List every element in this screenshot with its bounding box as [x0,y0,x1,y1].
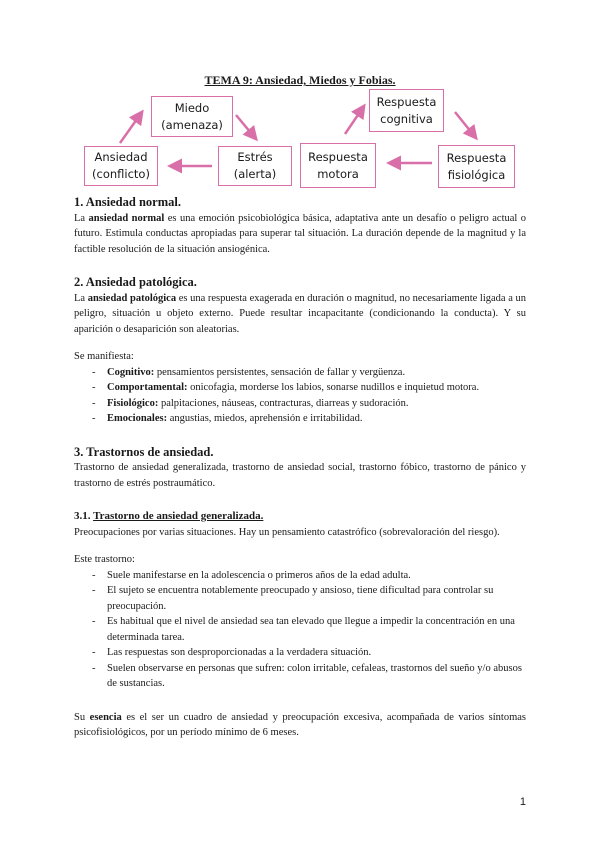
section-1-heading: 1. Ansiedad normal. [74,195,181,209]
box-ansiedad-line1: Ansiedad [94,150,148,164]
s31-title: Trastorno de ansiedad generalizada. [93,510,264,522]
section-2-list [74,365,526,427]
document-body [74,195,526,741]
list-item: - El sujeto se encuentra notablemente preocupado y ansioso, tiene dificultad para controlar su preocupación. [74,583,526,614]
s31-number: 3.1. [74,510,94,522]
box-fisiologica-line1: Respuesta [446,150,507,165]
s1-text-c: es una emoción psicobiológica básica, adaptativa ante un desafío o peligro actual o futuro. Estimula conductas apropiadas para superar tal situación. La duración depende de la magnitud y la factible resolución de la situación ansiogénica. [74,212,527,255]
box-estres-line1: Estrés [237,150,273,164]
s2-text-a: La [74,292,88,304]
section-3-1-list [74,568,526,692]
list-item [74,365,526,381]
box-miedo-line2: (amenaza) [161,117,223,132]
list-item: - Suele manifestarse en la adolescencia o primeros años de la edad adulta. [74,568,526,584]
section-3-heading: 3. Trastornos de ansiedad. [74,444,214,459]
item-text: angustias, miedos, aprehensión e irritabilidad. [167,413,363,424]
box-cognitiva-line1: Respuesta [376,94,437,109]
box-miedo [151,96,233,137]
s2-text-c: es una respuesta exagerada en duración o magnitud, no necesariamente ligada a un peligro, situación u objeto externo. Puede resultar incapacitante (condicionando la conducta). Y su aparición o desaparición son aleatorias. [74,292,527,335]
arrow-miedo-to-estres [236,115,256,139]
list-item [74,411,526,427]
essence-paragraph [74,710,526,741]
essence-term: esencia [89,711,122,723]
essence-text-c: es el ser un cuadro de ansiedad y preocupación excesiva, acompañada de varios síntomas psicofisiológicos, por un período mínimo de 6 meses. [74,711,527,738]
item-text: palpitaciones, náuseas, contracturas, diarreas y sudoración. [158,397,409,409]
item-text: onicofagia, morderse los labios, sonarse nudillos e inquietud motora. [187,382,480,393]
list-item: - Suelen observarse en personas que sufren: colon irritable, cefaleas, trastornos del sueño y/o abusos de sustancias. [74,661,526,692]
section-3-1-paragraph: Preocupaciones por varias situaciones. Hay un pensamiento catastrófico (sobrevaloración del riesgo). [74,526,500,538]
arrow-cognitiva-to-fisiologica [455,112,476,138]
item-text: pensamientos persistentes, sensación de fallar y vergüenza. [154,366,406,378]
box-cognitiva-line2: cognitiva [380,111,433,126]
arrow-ansiedad-to-miedo [120,112,142,143]
s1-term: ansiedad normal [88,212,165,224]
list-item [74,380,526,396]
section-3-1-heading [74,509,526,525]
item-label: Comportamental: [107,382,188,393]
box-miedo-line1: Miedo [174,100,210,115]
s2-term: ansiedad patológica [87,292,177,304]
item-label: Fisiológico: [107,397,159,409]
s1-text-a: La [74,212,89,224]
section-1-paragraph [74,211,526,258]
page-title: TEMA 9: Ansiedad, Miedos y Fobias. [204,73,396,87]
item-label: Cognitivo: [107,366,155,378]
section-2-heading: 2. Ansiedad patológica. [74,275,197,289]
list-item: - Las respuestas son desproporcionadas a la verdadera situación. [74,645,526,661]
section-3-paragraph: Trastorno de ansiedad generalizada, trastorno de ansiedad social, trastorno fóbico, trastorno de pánico y trastorno de estrés postraumático. [74,462,526,489]
box-estres [218,146,292,186]
item-label: Emocionales: [107,413,168,424]
section-2-intro: Se manifiesta: [74,351,134,362]
box-fisiologica-line2: fisiológica [447,167,506,182]
essence-text-a: Su [74,711,90,723]
box-respuesta-cognitiva [369,89,444,132]
page-number: 1 [519,796,526,808]
section-3-1-intro: Este trastorno: [74,554,135,565]
arrow-motora-to-cognitiva [345,106,364,134]
list-item [74,396,526,412]
list-item: - Es habitual que el nivel de ansiedad sea tan elevado que llegue a impedir la concentración en una determinada tarea. [74,614,526,645]
box-ansiedad [84,146,158,186]
box-respuesta-fisiologica [438,145,515,188]
box-motora-line1: Respuesta [308,149,368,164]
box-ansiedad-line2: (conflicto) [92,167,150,181]
box-motora-line2: motora [317,166,359,181]
box-respuesta-motora [300,143,376,188]
box-estres-line2: (alerta) [233,167,277,181]
section-2-paragraph [74,291,526,338]
